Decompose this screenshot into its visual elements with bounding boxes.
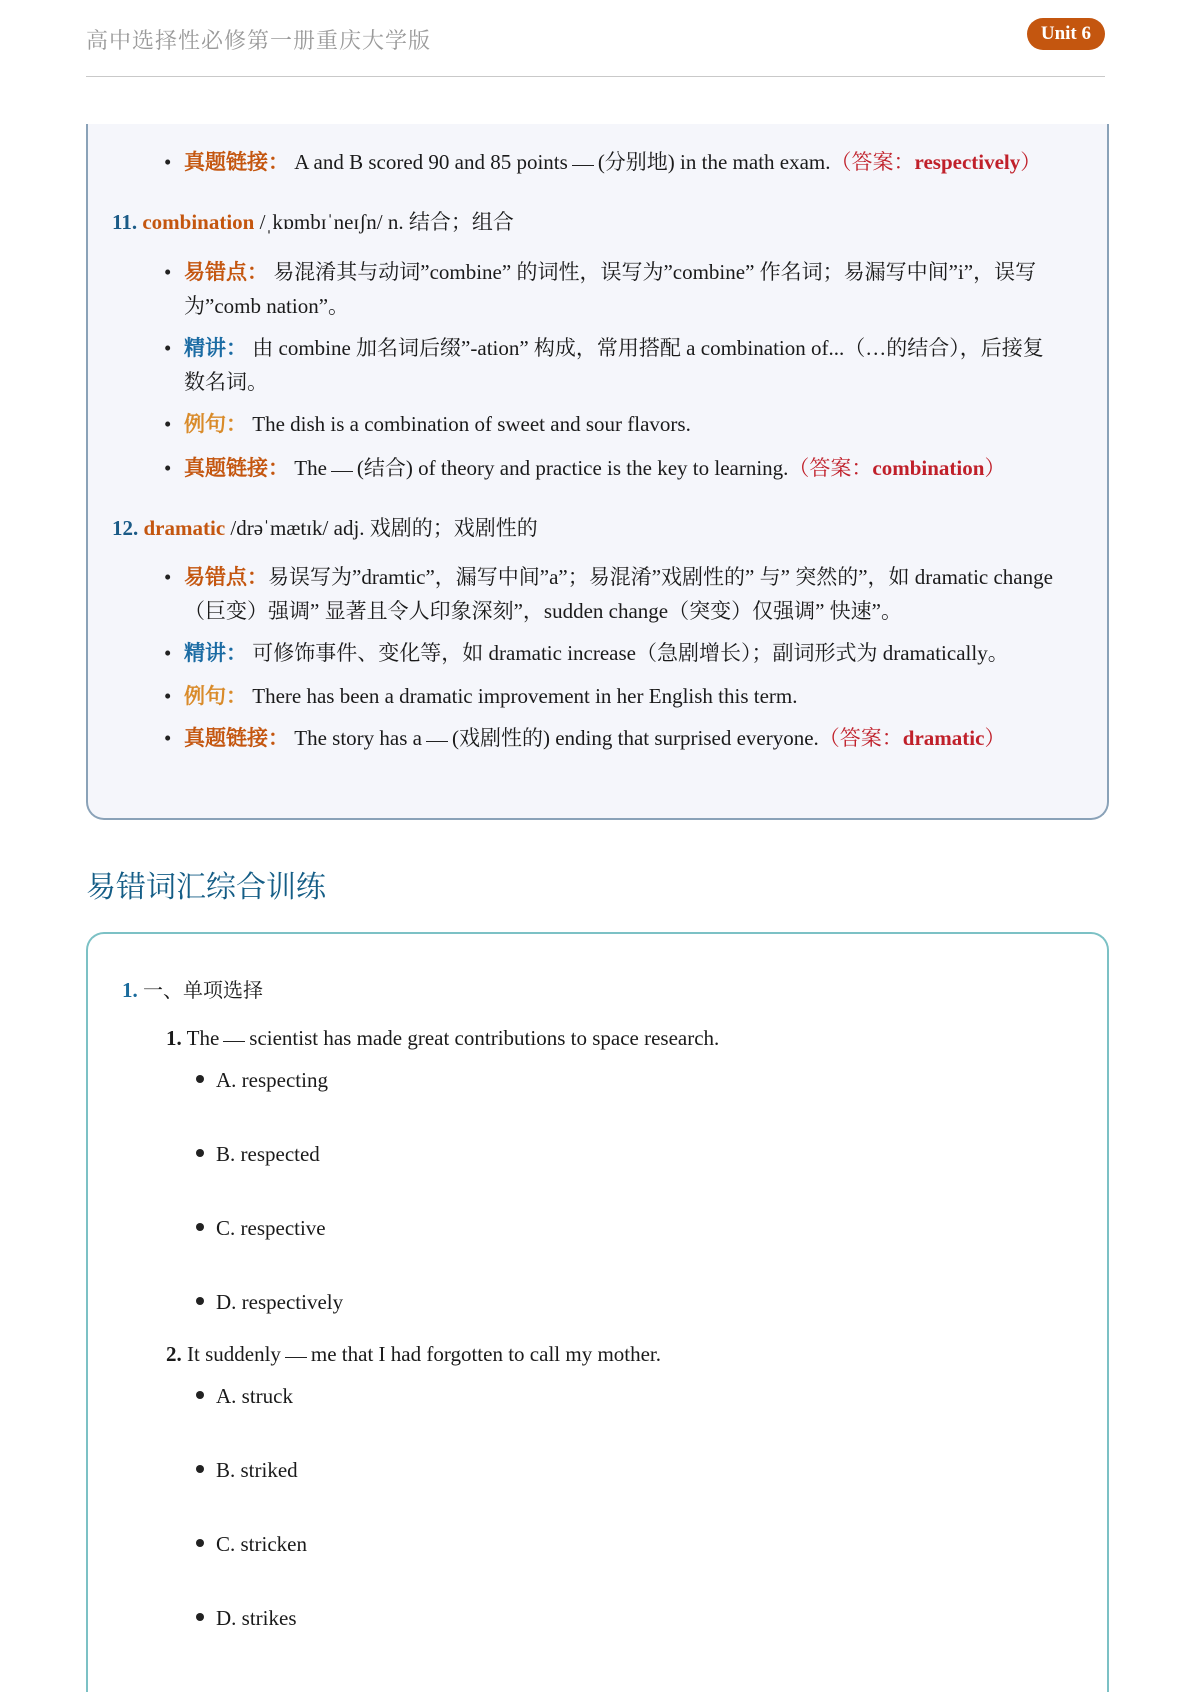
mistake-label: 易错点：: [184, 260, 268, 284]
book-title: 高中选择性必修第一册重庆大学版: [86, 28, 432, 53]
question-text-pre: The: [186, 1026, 220, 1050]
link-text-pre: A and B scored 90 and 85 points: [294, 150, 568, 174]
option-label: A. struck: [216, 1384, 293, 1408]
exercise-number: 1.: [122, 978, 138, 1002]
link-label: 真题链接：: [184, 456, 289, 480]
explanation-text-cont: 数名词。: [184, 370, 268, 394]
link-text-post: (戏剧性的) ending that surprised everyone.: [451, 726, 819, 750]
explanation: [164, 332, 1044, 362]
mistake-text: 易误写为”dramtic”，漏写中间”a”；易混淆”戏剧性的” 与” 突然的”，如 dramatic change: [268, 565, 1053, 589]
option-label: C. respective: [216, 1216, 326, 1240]
phonetic-definition: /drəˈmætɪk/ adj. 戏剧的；戏剧性的: [225, 516, 538, 540]
link-text-post: (结合) of theory and practice is the key to learning.: [356, 456, 789, 480]
word-entry-title: [112, 206, 514, 236]
example-text: The dish is a combination of sweet and sour flavors.: [252, 412, 691, 436]
question-text-post: scientist has made great contributions to space research.: [249, 1026, 720, 1050]
bullet-icon: •: [164, 726, 172, 750]
option-label: D. respectively: [216, 1290, 344, 1314]
link-text-pre: The: [294, 456, 327, 480]
mistake-point: [164, 561, 1053, 591]
entry-number: 12.: [112, 516, 139, 540]
link-text-post: (分别地) in the math exam.: [597, 150, 831, 174]
option-item[interactable]: [196, 1384, 293, 1409]
section-title: 易错词汇综合训练: [86, 870, 326, 905]
bullet-icon: •: [164, 641, 172, 665]
question-number: 1.: [166, 1026, 182, 1050]
bullet-icon: [196, 1297, 204, 1305]
entry-number: 11.: [112, 210, 138, 234]
answer: （答案：combination）: [788, 456, 1006, 480]
option-item[interactable]: [196, 1290, 343, 1315]
explanation-text: 由 combine 加名词后缀”-ation” 构成，常用搭配 a combination of...（…的结合），后接复: [252, 336, 1044, 360]
option-item[interactable]: [196, 1606, 297, 1631]
bullet-icon: •: [164, 260, 172, 284]
question-text-post: me that I had forgotten to call my mother.: [310, 1342, 662, 1366]
mistake-label: 易错点：: [184, 565, 268, 589]
mistake-text-cont: （巨变）强调” 显著且令人印象深刻”，sudden change（突变）仅强调” 快速”。: [184, 599, 902, 623]
example-text: There has been a dramatic improvement in her English this term.: [252, 684, 798, 708]
bullet-icon: •: [164, 684, 172, 708]
link-label: 真题链接：: [184, 150, 289, 174]
answer: （答案：respectively）: [830, 150, 1042, 174]
blank-line: [223, 1041, 245, 1042]
exercise-title: 一、单项选择: [143, 978, 263, 1002]
bullet-icon: [196, 1223, 204, 1231]
bullet-icon: [196, 1613, 204, 1621]
exam-link: [164, 722, 1005, 752]
option-label: B. respected: [216, 1142, 320, 1166]
explanation-label: 精讲：: [184, 641, 247, 665]
answer: （答案：dramatic）: [818, 726, 1006, 750]
option-item[interactable]: [196, 1458, 298, 1483]
bullet-icon: [196, 1391, 204, 1399]
question: [166, 1342, 661, 1367]
mistake-text: 易混淆其与动词”combine” 的词性，误写为”combine” 作名词；易漏写中间”i”，误写: [273, 260, 1037, 284]
option-label: C. stricken: [216, 1532, 307, 1556]
blank-line: [572, 165, 594, 166]
link-label: 真题链接：: [184, 726, 289, 750]
option-item[interactable]: [196, 1216, 326, 1241]
option-item[interactable]: [196, 1068, 328, 1093]
example-label: 例句：: [184, 412, 247, 436]
question-text-pre: It suddenly: [187, 1342, 281, 1366]
option-label: D. strikes: [216, 1606, 297, 1630]
link-text-pre: The story has a: [294, 726, 422, 750]
word-entry-title: [112, 512, 538, 542]
bullet-icon: [196, 1539, 204, 1547]
example-label: 例句：: [184, 684, 247, 708]
carry-over-link: [164, 146, 1041, 176]
bullet-icon: [196, 1149, 204, 1157]
mistake-text-cont: 为”comb nation”。: [184, 294, 350, 318]
vocab-card: [86, 124, 1109, 820]
bullet-icon: •: [164, 565, 172, 589]
explanation-label: 精讲：: [184, 336, 247, 360]
bullet-icon: •: [164, 456, 172, 480]
option-item[interactable]: [196, 1142, 320, 1167]
blank-line: [426, 741, 448, 742]
question-number: 2.: [166, 1342, 182, 1366]
page-header: [86, 0, 1105, 77]
option-label: A. respecting: [216, 1068, 328, 1092]
headword: dramatic: [143, 516, 226, 540]
example-sentence: [164, 408, 691, 438]
question: [166, 1026, 719, 1051]
exam-link: [164, 452, 1005, 482]
blank-line: [331, 471, 353, 472]
option-item[interactable]: [196, 1532, 307, 1557]
mistake-point: [164, 256, 1036, 286]
explanation-text: 可修饰事件、变化等，如 dramatic increase（急剧增长）；副词形式为 dramatically。: [252, 641, 1009, 665]
option-label: B. striked: [216, 1458, 298, 1482]
exercise-heading: [122, 974, 263, 1003]
unit-badge: Unit 6: [1027, 18, 1105, 50]
bullet-icon: •: [164, 150, 172, 174]
phonetic-definition: /ˌkɒmbɪˈneɪʃn/ n. 结合；组合: [254, 210, 514, 234]
bullet-icon: [196, 1465, 204, 1473]
bullet-icon: •: [164, 412, 172, 436]
explanation: [164, 637, 1009, 667]
bullet-icon: •: [164, 336, 172, 360]
example-sentence: [164, 680, 798, 710]
blank-line: [285, 1357, 307, 1358]
exercise-card: [86, 932, 1109, 1692]
headword: combination: [142, 210, 255, 234]
bullet-icon: [196, 1075, 204, 1083]
